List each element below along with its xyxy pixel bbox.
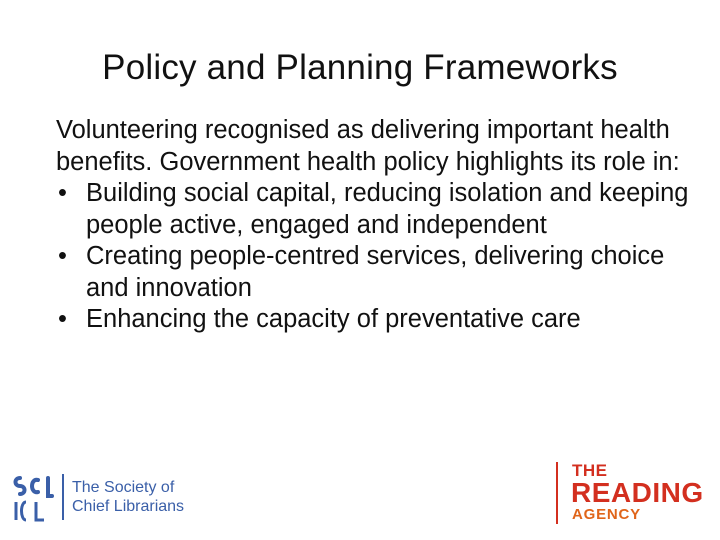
bullet-item	[56, 178, 696, 241]
bullet-icon: •	[58, 179, 67, 207]
scl-logo	[12, 470, 185, 526]
bullet-text: Creating people-centred services, delivering choice and innovation	[86, 242, 665, 302]
scl-monogram-icon	[12, 474, 54, 522]
scl-wordmark	[72, 478, 184, 516]
bullet-icon: •	[58, 305, 67, 333]
reading-agency-agency: AGENCY	[572, 506, 641, 523]
scl-line-2: Chief Librarians	[72, 498, 185, 515]
reading-agency-bar	[556, 462, 558, 524]
intro-paragraph: Volunteering recognised as delivering important health benefits. Government health policy highlights its role in:	[56, 116, 680, 176]
reading-agency-the: THE	[572, 461, 608, 480]
bullet-text: Enhancing the capacity of preventative care	[86, 305, 581, 333]
reading-agency-logo	[556, 460, 706, 526]
scl-line-1: The Society of	[72, 479, 175, 496]
bullet-item	[56, 241, 696, 304]
scl-divider	[62, 474, 64, 520]
bullet-item	[56, 304, 696, 336]
bullet-text: Building social capital, reducing isolation and keeping people active, engaged and independent	[86, 179, 689, 239]
bullet-list	[56, 178, 696, 336]
reading-agency-reading: READING	[571, 477, 704, 508]
slide-title: Policy and Planning Frameworks	[102, 48, 618, 87]
bullet-icon: •	[58, 242, 67, 270]
slide-body	[56, 115, 696, 336]
